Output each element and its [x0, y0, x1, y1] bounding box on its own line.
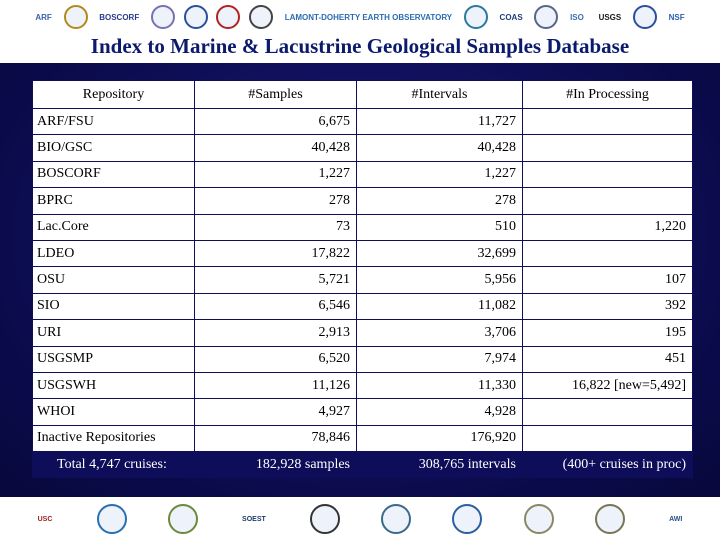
institution-logo: ARF	[35, 12, 52, 22]
table-row	[33, 267, 693, 293]
samples-count: 40,428	[195, 135, 357, 161]
intervals-count: 11,082	[357, 293, 523, 319]
samples-count: 6,546	[195, 293, 357, 319]
institution-logo	[464, 5, 488, 29]
table-row	[33, 135, 693, 161]
institution-logo: BOSCORF	[99, 12, 140, 22]
total-row	[33, 452, 693, 478]
institution-logo	[216, 5, 240, 29]
repository-name: WHOI	[33, 399, 195, 425]
repository-name: OSU	[33, 267, 195, 293]
intervals-count: 1,227	[357, 161, 523, 187]
repository-name: BPRC	[33, 188, 195, 214]
bottom-logo-strip	[0, 498, 720, 540]
in-processing-count	[523, 399, 693, 425]
intervals-count: 11,330	[357, 372, 523, 398]
in-processing-count	[523, 135, 693, 161]
institution-logo	[452, 504, 482, 534]
samples-count: 278	[195, 188, 357, 214]
samples-count: 2,913	[195, 320, 357, 346]
institution-logo	[168, 504, 198, 534]
institution-logo	[249, 5, 273, 29]
in-processing-count	[523, 161, 693, 187]
repository-name: BOSCORF	[33, 161, 195, 187]
institution-logo: AWI	[669, 515, 683, 523]
intervals-count: 4,928	[357, 399, 523, 425]
repository-name: BIO/GSC	[33, 135, 195, 161]
institution-logo: ISO	[570, 12, 584, 22]
intervals-count: 510	[357, 214, 523, 240]
samples-count: 6,520	[195, 346, 357, 372]
table-row	[33, 240, 693, 266]
table-header-row	[33, 81, 693, 109]
repository-name: USGSWH	[33, 372, 195, 398]
institution-logo: NSF	[668, 12, 685, 22]
repository-name: Lac.Core	[33, 214, 195, 240]
in-processing-count	[523, 425, 693, 451]
samples-count: 4,927	[195, 399, 357, 425]
samples-count: 11,126	[195, 372, 357, 398]
table-row	[33, 214, 693, 240]
table-row	[33, 188, 693, 214]
samples-count: 6,675	[195, 109, 357, 135]
institution-logo	[310, 504, 340, 534]
in-processing-count: 107	[523, 267, 693, 293]
institution-logo	[524, 504, 554, 534]
samples-count: 78,846	[195, 425, 357, 451]
in-processing-count: 1,220	[523, 214, 693, 240]
table-row	[33, 372, 693, 398]
intervals-count: 11,727	[357, 109, 523, 135]
header-in-processing: #In Processing	[523, 81, 693, 109]
institution-logo: USGS	[598, 12, 622, 22]
total-in-processing: (400+ cruises in proc)	[523, 452, 693, 478]
in-processing-count: 451	[523, 346, 693, 372]
institution-logo	[633, 5, 657, 29]
total-intervals: 308,765 intervals	[357, 452, 523, 478]
institution-logo: LAMONT-DOHERTY EARTH OBSERVATORY	[284, 12, 453, 22]
repository-name: URI	[33, 320, 195, 346]
page-title: Index to Marine & Lacustrine Geological Samples Database	[90, 34, 630, 58]
intervals-count: 176,920	[357, 425, 523, 451]
repository-name: SIO	[33, 293, 195, 319]
samples-count: 1,227	[195, 161, 357, 187]
in-processing-count	[523, 188, 693, 214]
institution-logo: SOEST	[242, 515, 266, 523]
samples-table	[32, 80, 693, 478]
institution-logo	[534, 5, 558, 29]
header-samples: #Samples	[195, 81, 357, 109]
intervals-count: 7,974	[357, 346, 523, 372]
institution-logo	[97, 504, 127, 534]
total-cruises: Total 4,747 cruises:	[33, 452, 195, 478]
table-row	[33, 320, 693, 346]
table-row	[33, 399, 693, 425]
in-processing-count: 392	[523, 293, 693, 319]
in-processing-count	[523, 240, 693, 266]
table-row	[33, 293, 693, 319]
intervals-count: 278	[357, 188, 523, 214]
in-processing-count: 16,822 [new=5,492]	[523, 372, 693, 398]
table-row	[33, 346, 693, 372]
header-intervals: #Intervals	[357, 81, 523, 109]
intervals-count: 5,956	[357, 267, 523, 293]
repository-name: LDEO	[33, 240, 195, 266]
institution-logo: COAS	[499, 12, 523, 22]
table-row	[33, 109, 693, 135]
repository-name: ARF/FSU	[33, 109, 195, 135]
intervals-count: 32,699	[357, 240, 523, 266]
institution-logo	[151, 5, 175, 29]
samples-count: 73	[195, 214, 357, 240]
repository-name: Inactive Repositories	[33, 425, 195, 451]
samples-count: 17,822	[195, 240, 357, 266]
institution-logo	[64, 5, 88, 29]
intervals-count: 3,706	[357, 320, 523, 346]
table-row	[33, 425, 693, 451]
repository-name: USGSMP	[33, 346, 195, 372]
institution-logo	[184, 5, 208, 29]
samples-count: 5,721	[195, 267, 357, 293]
total-samples: 182,928 samples	[195, 452, 357, 478]
institution-logo	[595, 504, 625, 534]
top-logo-strip	[0, 0, 720, 34]
institution-logo: USC	[37, 515, 53, 523]
table-row	[33, 161, 693, 187]
header-repository: Repository	[33, 81, 195, 109]
in-processing-count: 195	[523, 320, 693, 346]
intervals-count: 40,428	[357, 135, 523, 161]
institution-logo	[381, 504, 411, 534]
in-processing-count	[523, 109, 693, 135]
